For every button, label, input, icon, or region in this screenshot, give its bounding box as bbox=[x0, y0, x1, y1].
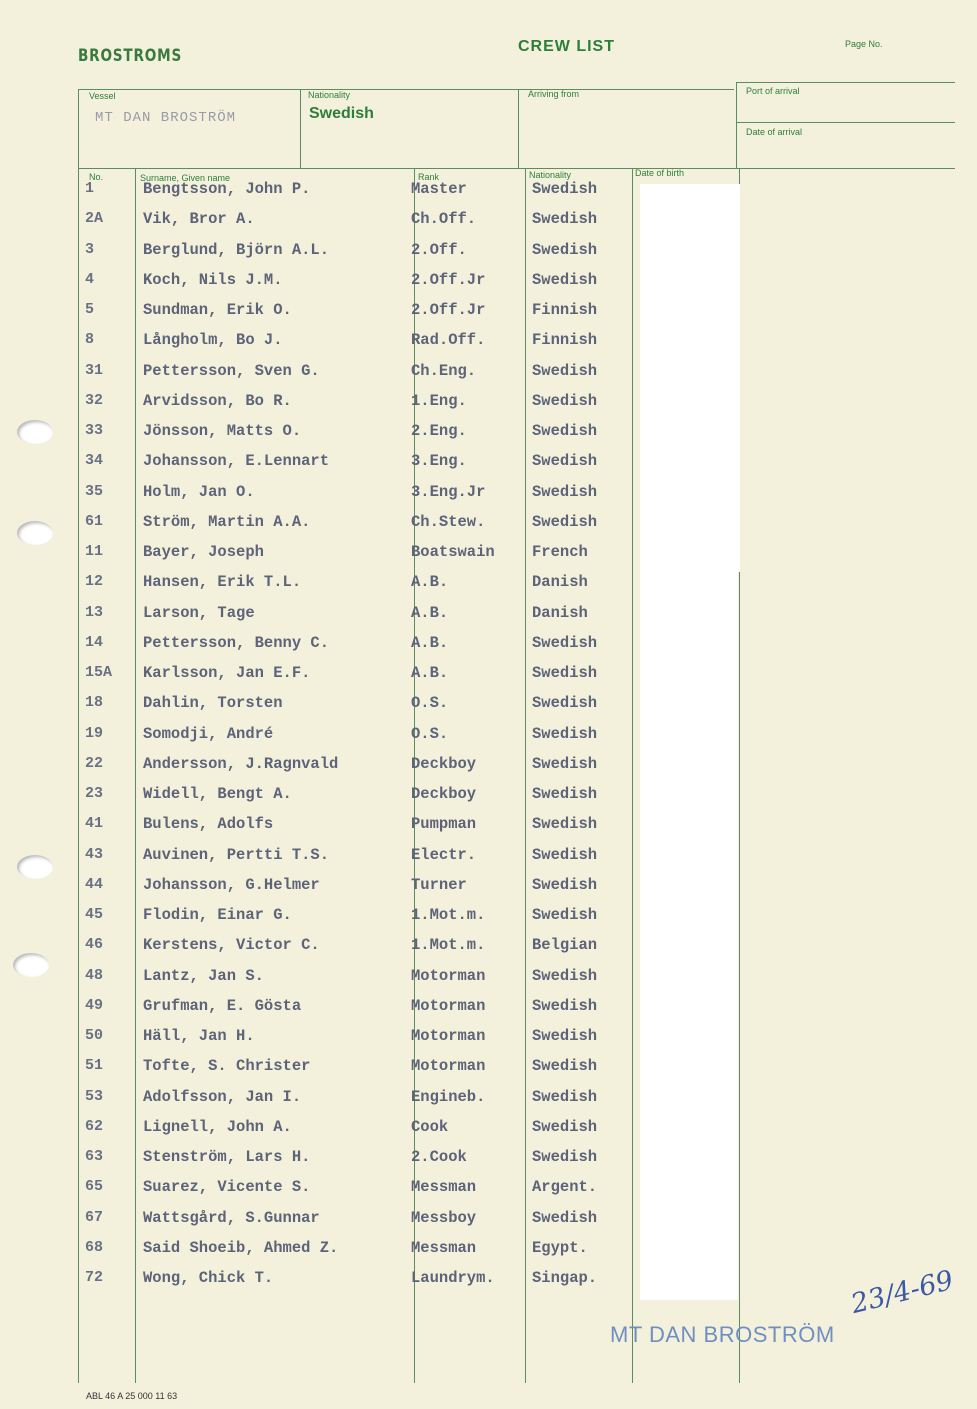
crew-no: 11 bbox=[85, 543, 104, 560]
crew-row bbox=[0, 543, 977, 573]
crew-rank: A.B. bbox=[411, 573, 449, 592]
crew-rank: Ch.Eng. bbox=[411, 361, 477, 380]
divider bbox=[78, 168, 955, 169]
crew-name: Widell, Bengt A. bbox=[143, 785, 292, 803]
crew-row bbox=[0, 1027, 977, 1057]
crew-nationality: Egypt. bbox=[532, 1238, 588, 1257]
crew-nationality: Swedish bbox=[532, 815, 598, 834]
crew-no: 5 bbox=[85, 301, 95, 318]
crew-rank: 3.Eng. bbox=[411, 452, 467, 471]
crew-name: Häll, Jan H. bbox=[143, 1027, 255, 1045]
crew-no: 22 bbox=[85, 754, 104, 772]
crew-no: 13 bbox=[85, 603, 104, 621]
crew-rank: Engineb. bbox=[411, 1087, 486, 1106]
crew-no: 34 bbox=[85, 452, 104, 470]
crew-no: 35 bbox=[85, 482, 104, 500]
crew-name: Långholm, Bo J. bbox=[143, 331, 283, 350]
handwritten-date: 23/4-69 bbox=[848, 1264, 957, 1321]
crew-no: 45 bbox=[85, 906, 104, 923]
crew-row bbox=[0, 604, 977, 634]
crew-rank: Deckboy bbox=[411, 785, 477, 803]
crew-name: Pettersson, Sven G. bbox=[143, 361, 320, 380]
crew-rank: Pumpman bbox=[411, 815, 477, 834]
form-code: ABL 46 A 25 000 11 63 bbox=[86, 1391, 178, 1401]
crew-no: 1 bbox=[85, 180, 95, 197]
crew-name: Wattsgård, S.Gunnar bbox=[143, 1208, 320, 1227]
crew-no: 51 bbox=[85, 1057, 104, 1075]
crew-nationality: Swedish bbox=[532, 180, 598, 198]
date-of-arrival-label: Date of arrival bbox=[746, 127, 803, 137]
nationality-label: Nationality bbox=[308, 90, 351, 100]
crew-name: Holm, Jan O. bbox=[143, 482, 255, 501]
crew-row bbox=[0, 362, 977, 392]
crew-nationality: Swedish bbox=[532, 422, 598, 440]
crew-row bbox=[0, 936, 977, 966]
crew-no: 4 bbox=[85, 270, 95, 288]
crew-no: 2A bbox=[85, 210, 104, 228]
crew-no: 61 bbox=[85, 512, 104, 530]
crew-no: 50 bbox=[85, 1027, 104, 1044]
crew-row bbox=[0, 876, 977, 906]
crew-rank: Ch.Stew. bbox=[411, 512, 486, 531]
crew-row bbox=[0, 1118, 977, 1148]
crew-row bbox=[0, 1148, 977, 1178]
crew-row bbox=[0, 785, 977, 815]
crew-row bbox=[0, 1269, 977, 1299]
crew-row bbox=[0, 755, 977, 785]
crew-rank: Electr. bbox=[411, 845, 477, 864]
page-title: CREW LIST bbox=[518, 38, 615, 55]
nationality-value: Swedish bbox=[309, 105, 374, 122]
crew-nationality: Swedish bbox=[532, 512, 598, 531]
crew-name: Suarez, Vicente S. bbox=[143, 1178, 311, 1197]
punch-hole bbox=[17, 855, 53, 879]
crew-no: 31 bbox=[85, 361, 104, 379]
redacted-dob bbox=[640, 572, 738, 1144]
crew-nationality: Finnish bbox=[532, 301, 598, 319]
crew-nationality: Swedish bbox=[532, 996, 598, 1015]
crew-row bbox=[0, 634, 977, 664]
crew-name: Dahlin, Torsten bbox=[143, 694, 283, 713]
crew-name: Koch, Nils J.M. bbox=[143, 270, 283, 289]
crew-no: 32 bbox=[85, 391, 104, 409]
crew-name: Karlsson, Jan E.F. bbox=[143, 664, 311, 682]
crew-name: Ström, Martin A.A. bbox=[143, 512, 311, 531]
crew-row bbox=[0, 725, 977, 755]
crew-no: 67 bbox=[85, 1208, 104, 1226]
crew-nationality: Swedish bbox=[532, 270, 598, 289]
crew-nationality: Argent. bbox=[532, 1178, 598, 1197]
crew-nationality: Swedish bbox=[532, 966, 598, 985]
crew-name: Auvinen, Pertti T.S. bbox=[143, 845, 330, 864]
crew-nationality: Swedish bbox=[532, 1148, 598, 1166]
crew-rank: Ch.Off. bbox=[411, 210, 477, 229]
crew-row bbox=[0, 967, 977, 997]
crew-no: 18 bbox=[85, 694, 104, 712]
crew-name: Pettersson, Benny C. bbox=[143, 633, 330, 652]
crew-rank: 3.Eng.Jr bbox=[411, 482, 486, 501]
crew-rank: Rad.Off. bbox=[411, 331, 486, 350]
crew-nationality: Swedish bbox=[532, 785, 598, 803]
crew-nationality: Finnish bbox=[532, 331, 598, 350]
crew-row bbox=[0, 513, 977, 543]
col-header-rank: Rank bbox=[418, 172, 440, 182]
crew-nationality: French bbox=[532, 543, 588, 561]
crew-rank: Motorman bbox=[411, 966, 486, 985]
divider bbox=[737, 82, 955, 83]
crew-row bbox=[0, 392, 977, 422]
crew-no: 44 bbox=[85, 875, 104, 893]
crew-nationality: Swedish bbox=[532, 452, 598, 471]
crew-rank: Messman bbox=[411, 1238, 477, 1257]
crew-no: 19 bbox=[85, 724, 104, 742]
crew-name: Larson, Tage bbox=[143, 603, 255, 622]
col-header-dob: Date of birth bbox=[635, 168, 685, 178]
divider bbox=[518, 89, 519, 169]
crew-row bbox=[0, 906, 977, 936]
crew-row bbox=[0, 210, 977, 240]
crew-no: 62 bbox=[85, 1117, 104, 1135]
col-header-nationality: Nationality bbox=[529, 170, 572, 180]
crew-no: 41 bbox=[85, 815, 104, 833]
crew-rank: 2.Off.Jr bbox=[411, 270, 486, 289]
crew-rank: Turner bbox=[411, 875, 467, 894]
crew-rank: 2.Off. bbox=[411, 240, 467, 259]
crew-no: 53 bbox=[85, 1087, 104, 1105]
crew-no: 8 bbox=[85, 331, 95, 349]
crew-rank: Deckboy bbox=[411, 754, 477, 773]
crew-row bbox=[0, 452, 977, 482]
crew-row bbox=[0, 664, 977, 694]
crew-no: 46 bbox=[85, 936, 104, 954]
crew-nationality: Singap. bbox=[532, 1269, 598, 1287]
crew-row bbox=[0, 241, 977, 271]
crew-row bbox=[0, 331, 977, 361]
crew-name: Lignell, John A. bbox=[143, 1117, 292, 1136]
crew-nationality: Danish bbox=[532, 573, 588, 592]
crew-nationality: Swedish bbox=[532, 210, 598, 229]
crew-rank: Motorman bbox=[411, 996, 486, 1015]
crew-no: 12 bbox=[85, 573, 104, 591]
crew-nationality: Swedish bbox=[532, 482, 598, 501]
crew-nationality: Swedish bbox=[532, 1087, 598, 1106]
crew-rank: Master bbox=[411, 180, 467, 198]
crew-rank: Laundrym. bbox=[411, 1269, 495, 1287]
crew-rank: A.B. bbox=[411, 603, 449, 622]
crew-nationality: Swedish bbox=[532, 1208, 598, 1227]
crew-name: Sundman, Erik O. bbox=[143, 301, 292, 319]
crew-nationality: Swedish bbox=[532, 391, 598, 410]
crew-row bbox=[0, 573, 977, 603]
crew-nationality: Swedish bbox=[532, 1027, 598, 1045]
port-of-arrival-label: Port of arrival bbox=[746, 86, 800, 96]
vessel-label: Vessel bbox=[89, 91, 116, 101]
crew-nationality: Swedish bbox=[532, 664, 598, 682]
divider bbox=[300, 89, 301, 169]
crew-row bbox=[0, 1057, 977, 1087]
crew-nationality: Swedish bbox=[532, 1057, 598, 1076]
crew-row bbox=[0, 271, 977, 301]
crew-nationality: Belgian bbox=[532, 936, 598, 955]
crew-row bbox=[0, 1178, 977, 1208]
crew-nationality: Swedish bbox=[532, 724, 598, 743]
divider bbox=[78, 89, 79, 169]
crew-name: Kerstens, Victor C. bbox=[143, 936, 320, 955]
crew-nationality: Swedish bbox=[532, 361, 598, 380]
crew-name: Berglund, Björn A.L. bbox=[143, 240, 330, 259]
crew-name: Johansson, G.Helmer bbox=[143, 875, 320, 894]
crew-row bbox=[0, 301, 977, 331]
crew-nationality: Swedish bbox=[532, 694, 598, 713]
crew-no: 3 bbox=[85, 240, 95, 258]
crew-no: 65 bbox=[85, 1178, 104, 1196]
punch-hole bbox=[13, 953, 49, 977]
crew-rank: 2.Off.Jr bbox=[411, 301, 486, 319]
crew-row bbox=[0, 422, 977, 452]
crew-rank: Messboy bbox=[411, 1208, 477, 1227]
crew-row bbox=[0, 483, 977, 513]
vessel-stamp: MT DAN BROSTRÖM bbox=[610, 1322, 835, 1347]
crew-name: Tofte, S. Christer bbox=[143, 1057, 311, 1076]
crew-row bbox=[0, 694, 977, 724]
redacted-dob bbox=[640, 1144, 738, 1300]
crew-row bbox=[0, 1088, 977, 1118]
crew-name: Said Shoeib, Ahmed Z. bbox=[143, 1238, 339, 1257]
crew-nationality: Swedish bbox=[532, 906, 598, 924]
crew-rank: Boatswain bbox=[411, 543, 495, 561]
crew-nationality: Swedish bbox=[532, 1117, 598, 1136]
crew-no: 72 bbox=[85, 1269, 104, 1286]
crew-name: Grufman, E. Gösta bbox=[143, 996, 302, 1015]
crew-row bbox=[0, 846, 977, 876]
crew-rank: Motorman bbox=[411, 1027, 486, 1045]
crew-name: Jönsson, Matts O. bbox=[143, 422, 302, 440]
crew-name: Wong, Chick T. bbox=[143, 1269, 274, 1287]
divider bbox=[78, 89, 734, 90]
crew-name: Arvidsson, Bo R. bbox=[143, 391, 292, 410]
punch-hole bbox=[17, 521, 53, 545]
crew-rank: 1.Eng. bbox=[411, 391, 467, 410]
crew-rank: O.S. bbox=[411, 724, 449, 743]
crew-name: Flodin, Einar G. bbox=[143, 906, 292, 924]
crew-row bbox=[0, 815, 977, 845]
crew-no: 33 bbox=[85, 422, 104, 439]
crew-rank: A.B. bbox=[411, 633, 449, 652]
crew-no: 68 bbox=[85, 1238, 104, 1256]
divider bbox=[737, 122, 955, 123]
crew-no: 48 bbox=[85, 966, 104, 984]
crew-row bbox=[0, 997, 977, 1027]
crew-no: 14 bbox=[85, 633, 104, 651]
crew-name: Bayer, Joseph bbox=[143, 543, 264, 561]
crew-name: Adolfsson, Jan I. bbox=[143, 1087, 302, 1106]
page-no-label: Page No. bbox=[845, 39, 883, 49]
crew-rank: 1.Mot.m. bbox=[411, 906, 486, 924]
crew-no: 15A bbox=[85, 664, 113, 681]
crew-rank: O.S. bbox=[411, 694, 449, 713]
crew-row bbox=[0, 180, 977, 210]
crew-name: Somodji, André bbox=[143, 724, 274, 743]
crew-name: Vik, Bror A. bbox=[143, 210, 255, 229]
crew-nationality: Danish bbox=[532, 603, 588, 622]
crew-no: 63 bbox=[85, 1148, 104, 1165]
arriving-from-label: Arriving from bbox=[528, 89, 580, 99]
crew-rank: 2.Eng. bbox=[411, 422, 467, 440]
crew-name: Hansen, Erik T.L. bbox=[143, 573, 302, 592]
vessel-value: MT DAN BROSTRÖM bbox=[95, 110, 237, 126]
crew-no: 43 bbox=[85, 845, 104, 863]
crew-no: 23 bbox=[85, 785, 104, 802]
crew-rank: Messman bbox=[411, 1178, 477, 1197]
crew-rank: Motorman bbox=[411, 1057, 486, 1076]
crew-name: Bulens, Adolfs bbox=[143, 815, 274, 834]
crew-nationality: Swedish bbox=[532, 845, 598, 864]
crew-rank: A.B. bbox=[411, 664, 449, 682]
crew-rank: Cook bbox=[411, 1117, 449, 1136]
crew-name: Johansson, E.Lennart bbox=[143, 452, 330, 471]
crew-name: Bengtsson, John P. bbox=[143, 180, 311, 198]
crew-nationality: Swedish bbox=[532, 240, 598, 259]
crew-nationality: Swedish bbox=[532, 875, 598, 894]
crew-name: Stenström, Lars H. bbox=[143, 1148, 311, 1166]
crew-no: 49 bbox=[85, 996, 104, 1014]
redacted-dob bbox=[640, 184, 740, 572]
crew-row bbox=[0, 1209, 977, 1239]
crew-nationality: Swedish bbox=[532, 633, 598, 652]
punch-hole bbox=[17, 420, 53, 444]
crew-rank: 2.Cook bbox=[411, 1148, 467, 1166]
col-header-no: No. bbox=[89, 172, 104, 182]
crew-row bbox=[0, 1239, 977, 1269]
crew-name: Andersson, J.Ragnvald bbox=[143, 754, 339, 773]
brostroms-logo: BROSTROMS bbox=[78, 46, 183, 66]
crew-rank: 1.Mot.m. bbox=[411, 936, 486, 955]
crew-name: Lantz, Jan S. bbox=[143, 966, 264, 985]
crew-nationality: Swedish bbox=[532, 754, 598, 773]
divider bbox=[736, 82, 737, 169]
col-header-name: Surname, Given name bbox=[140, 173, 231, 183]
